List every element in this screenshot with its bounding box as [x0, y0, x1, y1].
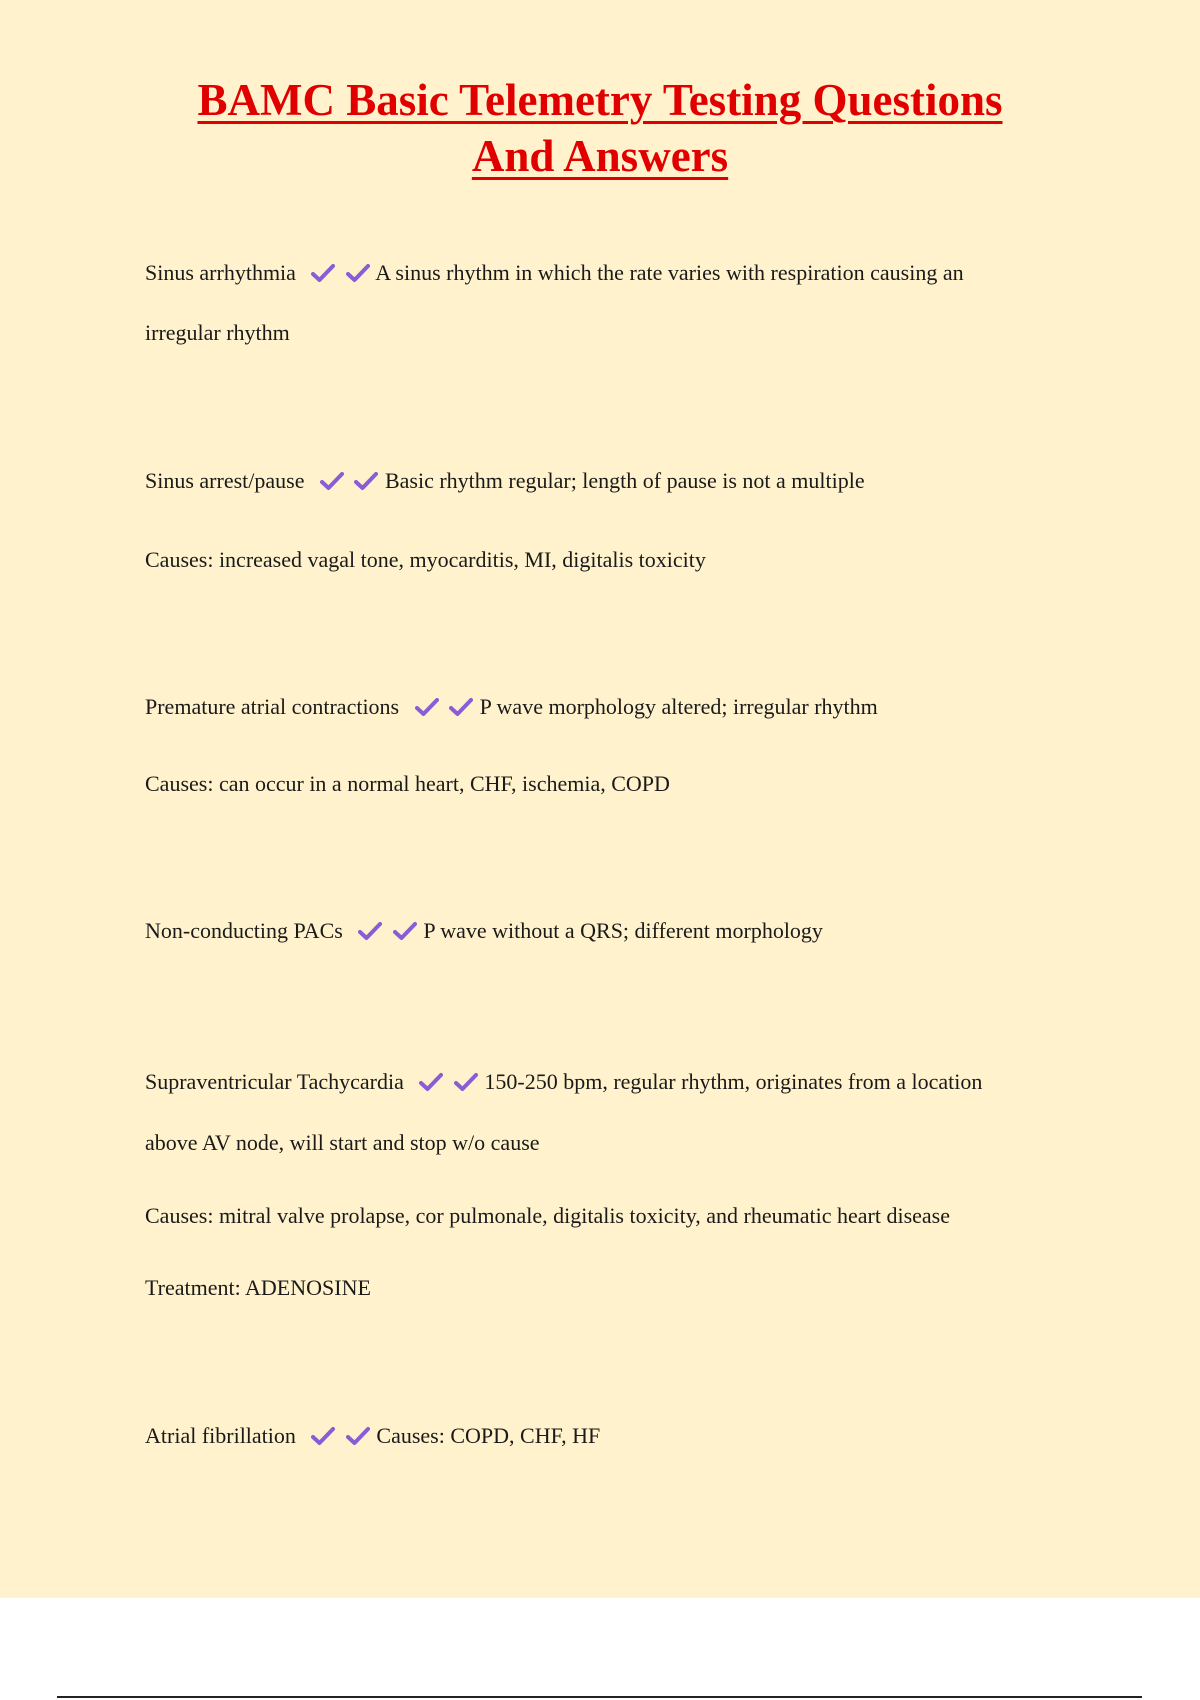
check-icon	[415, 697, 439, 717]
check-icon	[354, 471, 378, 491]
check-icon	[346, 1426, 370, 1446]
entry-definition: A sinus rhythm in which the rate varies with respiration causing an	[375, 260, 964, 285]
document-title	[0, 72, 1200, 184]
check-icon	[311, 263, 335, 283]
title-line-1: BAMC Basic Telemetry Testing Questions	[197, 75, 1003, 125]
entry-term: Atrial fibrillation	[145, 1423, 296, 1448]
entry-continuation: above AV node, will start and stop w/o cause	[145, 1130, 540, 1155]
entry-term: Non-conducting PACs	[145, 918, 343, 943]
check-icon	[454, 1072, 478, 1092]
entry-term: Supraventricular Tachycardia	[145, 1069, 404, 1094]
entry-note: Causes: increased vagal tone, myocarditis, MI, digitalis toxicity	[145, 547, 706, 572]
entry-term: Sinus arrest/pause	[145, 468, 305, 493]
check-icon	[311, 1426, 335, 1446]
entry-definition: P wave morphology altered; irregular rhythm	[479, 694, 878, 719]
check-icon	[320, 471, 344, 491]
check-icon	[346, 263, 370, 283]
entry-note: Treatment: ADENOSINE	[145, 1275, 371, 1300]
check-icon	[393, 921, 417, 941]
entry-note: Causes: can occur in a normal heart, CHF, ischemia, COPD	[145, 771, 670, 796]
entry-sinus-arrest-pause	[145, 467, 865, 495]
entry-supraventricular-tachycardia	[145, 1068, 982, 1096]
entry-definition: Causes: COPD, CHF, HF	[376, 1423, 601, 1448]
entry-definition: 150-250 bpm, regular rhythm, originates from a location	[484, 1069, 983, 1094]
check-icon	[358, 921, 382, 941]
entry-definition: Basic rhythm regular; length of pause is not a multiple	[384, 468, 865, 493]
entry-note: Causes: mitral valve prolapse, cor pulmonale, digitalis toxicity, and rheumatic heart disease	[145, 1203, 950, 1228]
title-line-2: And Answers	[471, 131, 729, 181]
entry-definition: P wave without a QRS; different morphology	[423, 918, 823, 943]
entry-term: Sinus arrhythmia	[145, 260, 296, 285]
entry-sinus-arrhythmia	[145, 259, 964, 287]
footer-divider	[57, 1696, 1142, 1698]
entry-atrial-fibrillation	[145, 1422, 600, 1450]
entry-continuation: irregular rhythm	[145, 320, 290, 345]
entry-premature-atrial-contractions	[145, 693, 878, 721]
check-icon	[449, 697, 473, 717]
entry-term: Premature atrial contractions	[145, 694, 400, 719]
entry-non-conducting-pacs	[145, 917, 823, 945]
check-icon	[419, 1072, 443, 1092]
